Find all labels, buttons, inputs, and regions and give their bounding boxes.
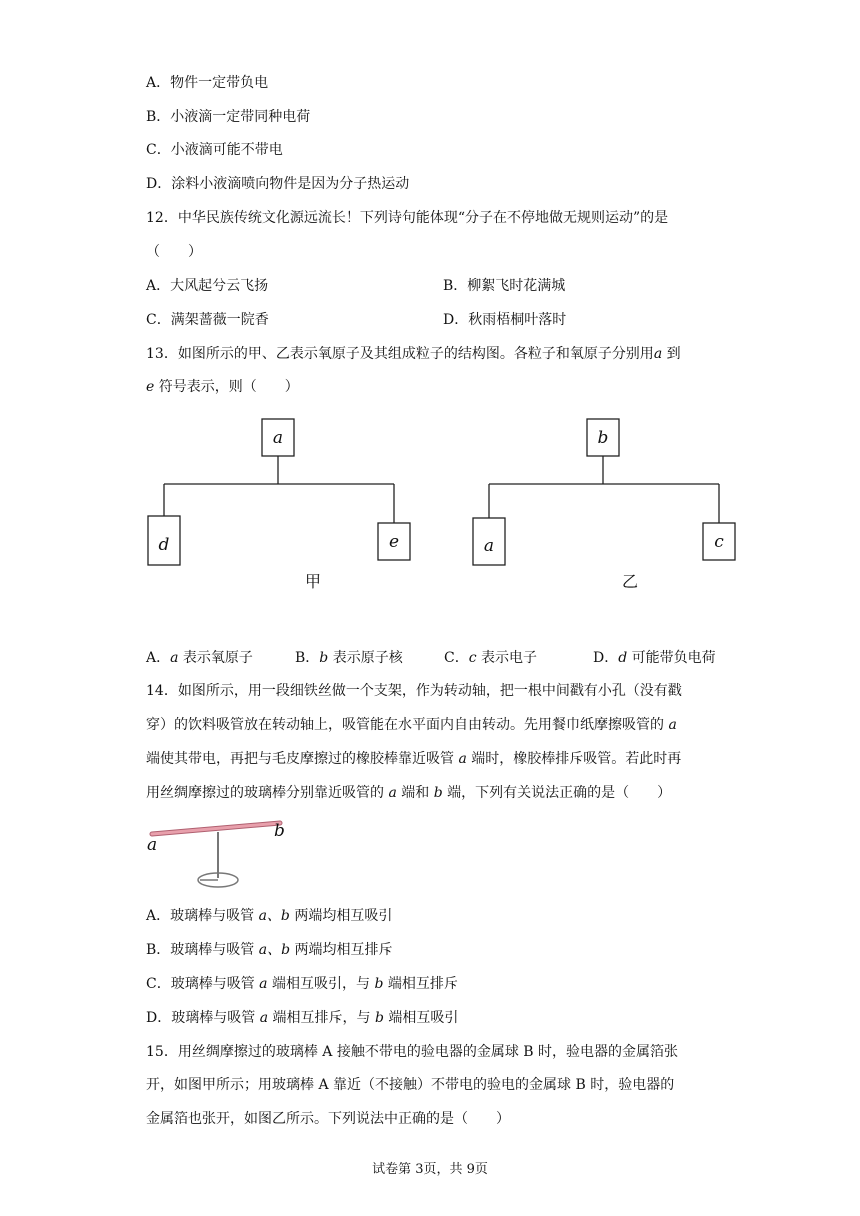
right-bottom-right-label: c xyxy=(714,532,724,552)
q11-option-a: A．物件一定带负电 xyxy=(146,75,269,91)
left-bottom-right-label: e xyxy=(388,532,400,552)
caption-yi: 乙 xyxy=(621,572,639,591)
page-footer: 试卷第 3页，共 9页 xyxy=(372,1162,488,1177)
q13-option-d: D．d 可能带负电荷 xyxy=(593,650,716,666)
q14-stem-line2: 穿）的饮料吸管放在转动轴上，吸管能在水平面内自由转动。先用餐巾纸摩擦吸管的 a xyxy=(146,717,677,733)
q12-stem-line1: 12．中华民族传统文化源远流长！下列诗句能体现“分子在不停地做无规则运动”的是 xyxy=(146,210,669,226)
q15-stem-line2: 开，如图甲所示；用玻璃棒 A 靠近（不接触）不带电的验电的金属球 B 时，验电器的 xyxy=(146,1077,675,1093)
q14-option-b: B．玻璃棒与吸管 a、b 两端均相互排斥 xyxy=(146,942,393,958)
q14-option-d: D．玻璃棒与吸管 a 端相互排斥，与 b 端相互吸引 xyxy=(146,1010,459,1026)
left-bottom-left-label: d xyxy=(158,535,170,555)
right-bottom-left-label: a xyxy=(483,536,495,556)
q13-stem-line1: 13．如图所示的甲、乙表示氧原子及其组成粒子的结构图。各粒子和氧原子分别用a 到 xyxy=(146,346,681,362)
q14-option-a: A．玻璃棒与吸管 a、b 两端均相互吸引 xyxy=(146,908,393,924)
q14-option-c: C．玻璃棒与吸管 a 端相互吸引，与 b 端相互排斥 xyxy=(146,976,458,992)
q15-stem-line1: 15．用丝绸摩擦过的玻璃棒 A 接触不带电的验电器的金属球 B 时，验电器的金属箔张 xyxy=(146,1044,679,1060)
caption-jia: 甲 xyxy=(304,572,322,591)
q14-stem-line4: 用丝绸摩擦过的玻璃棒分别靠近吸管的 a 端和 b 端，下列有关说法正确的是（ ） xyxy=(146,785,672,801)
q14-stem-line1: 14．如图所示，用一段细铁丝做一个支架，作为转动轴，把一根中间戳有小孔（没有戳 xyxy=(146,683,682,699)
drinking-straw xyxy=(152,823,280,834)
q12-stem-line2: （ ） xyxy=(146,244,202,260)
q11-option-c: C．小液滴可能不带电 xyxy=(146,142,283,158)
q13-option-c: C．c 表示电子 xyxy=(444,650,538,666)
right-top-label: b xyxy=(597,428,609,448)
left-top-label: a xyxy=(272,428,284,448)
q14-straw-figure xyxy=(140,812,300,894)
straw-end-a-label: a xyxy=(147,835,158,855)
q11-option-d: D．涂料小液滴喷向物件是因为分子热运动 xyxy=(146,176,410,192)
q13-option-a: A．a 表示氧原子 xyxy=(146,650,253,666)
q12-option-b: B．柳絮飞时花满城 xyxy=(443,278,566,294)
q12-option-d: D．秋雨梧桐叶落时 xyxy=(443,312,567,328)
q11-option-b: B．小液滴一定带同种电荷 xyxy=(146,109,311,125)
q12-option-a: A．大风起兮云飞扬 xyxy=(146,278,269,294)
q15-stem-line3: 金属箔也张开，如图乙所示。下列说法中正确的是（ ） xyxy=(146,1111,510,1127)
q13-stem-line2: e 符号表示，则（ ） xyxy=(146,379,299,395)
q13-option-b: B．b 表示原子核 xyxy=(295,650,403,666)
straw-end-b-label: b xyxy=(274,821,285,841)
q14-stem-line3: 端使其带电，再把与毛皮摩擦过的橡胶棒靠近吸管 a 端时，橡胶棒排斥吸管。若此时再 xyxy=(146,751,682,767)
q12-option-c: C．满架蔷薇一院香 xyxy=(146,312,269,328)
